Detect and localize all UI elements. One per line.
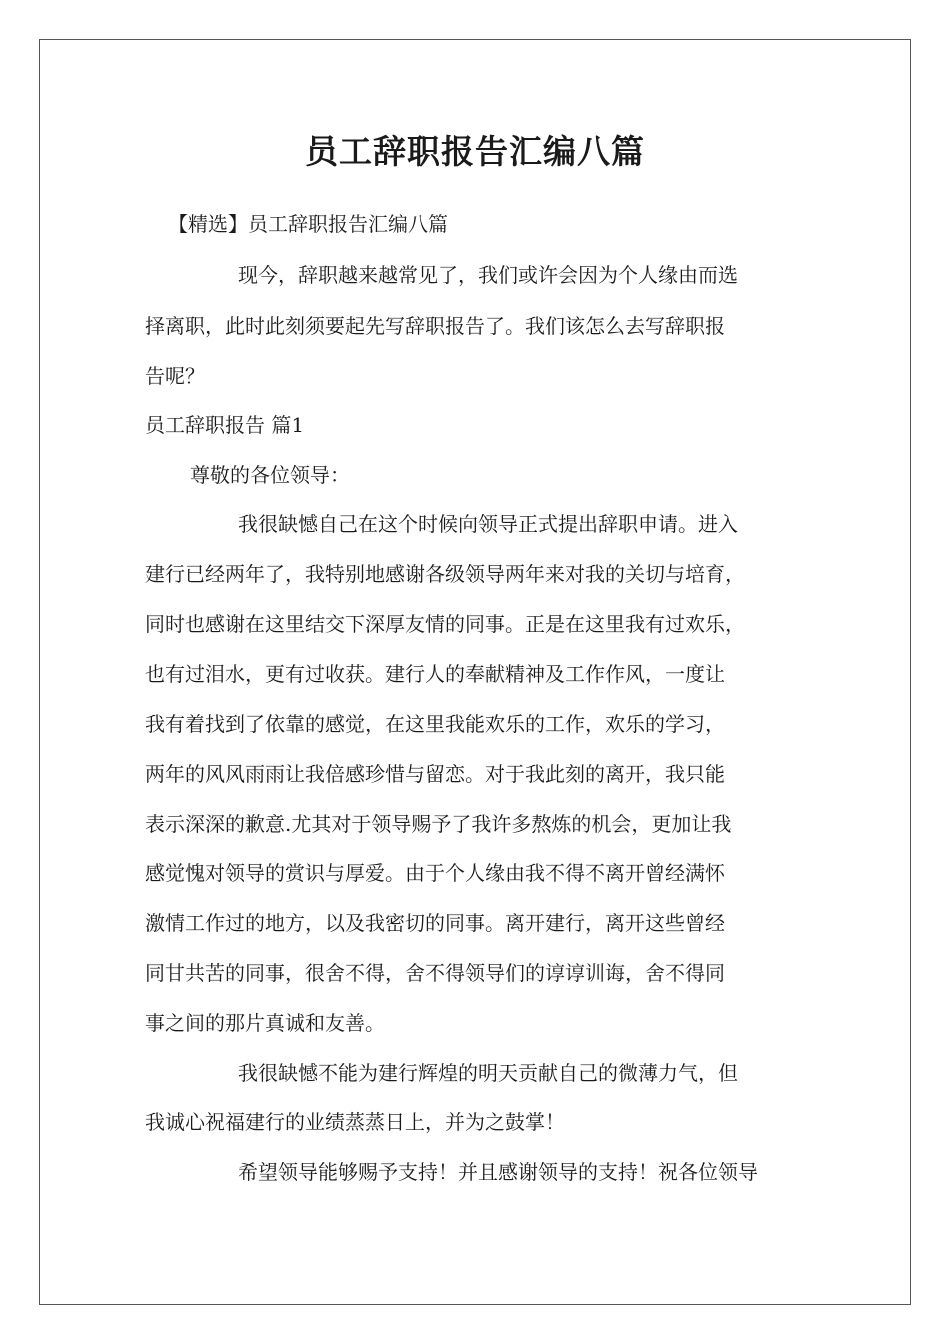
intro-line-2: 择离职，此时此刻须要起先写辞职报告了。我们该怎么去写辞职报 bbox=[145, 314, 725, 338]
intro-line-3: 告呢？ bbox=[145, 364, 205, 388]
intro-line-1: 现今，辞职越来越常见了，我们或许会因为个人缘由而选 bbox=[238, 263, 738, 287]
document-title: 员工辞职报告汇编八篇 bbox=[305, 132, 645, 171]
body-line-2: 建行已经两年了，我特别地感谢各级领导两年来对我的关切与培育， bbox=[145, 562, 745, 586]
body-line-13: 我诚心祝福建行的业绩蒸蒸日上，并为之鼓掌！ bbox=[145, 1110, 565, 1134]
body-line-14: 希望领导能够赐予支持！并且感谢领导的支持！祝各位领导 bbox=[238, 1160, 758, 1184]
body-line-10: 同甘共苦的同事，很舍不得，舍不得领导们的谆谆训诲，舍不得同 bbox=[145, 961, 725, 985]
body-line-5: 我有着找到了依靠的感觉，在这里我能欢乐的工作，欢乐的学习， bbox=[145, 712, 725, 736]
body-line-3: 同时也感谢在这里结交下深厚友情的同事。正是在这里我有过欢乐， bbox=[145, 612, 745, 636]
subtitle-line: 【精选】员工辞职报告汇编八篇 bbox=[168, 212, 448, 236]
body-line-4: 也有过泪水，更有过收获。建行人的奉献精神及工作作风，一度让 bbox=[145, 662, 725, 686]
body-line-9: 激情工作过的地方，以及我密切的同事。离开建行，离开这些曾经 bbox=[145, 911, 725, 935]
body-line-1: 我很缺憾自己在这个时候向领导正式提出辞职申请。进入 bbox=[238, 512, 738, 536]
body-line-7: 表示深深的歉意.尤其对于领导赐予了我许多熬炼的机会，更加让我 bbox=[145, 812, 732, 836]
salutation: 尊敬的各位领导： bbox=[190, 463, 350, 487]
body-line-12: 我很缺憾不能为建行辉煌的明天贡献自己的微薄力气，但 bbox=[238, 1061, 738, 1085]
body-line-8: 感觉愧对领导的赏识与厚爱。由于个人缘由我不得不离开曾经满怀 bbox=[145, 861, 725, 885]
body-line-6: 两年的风风雨雨让我倍感珍惜与留恋。对于我此刻的离开，我只能 bbox=[145, 762, 725, 786]
body-line-11: 事之间的那片真诚和友善。 bbox=[145, 1011, 385, 1035]
section-heading: 员工辞职报告 篇1 bbox=[145, 413, 305, 437]
